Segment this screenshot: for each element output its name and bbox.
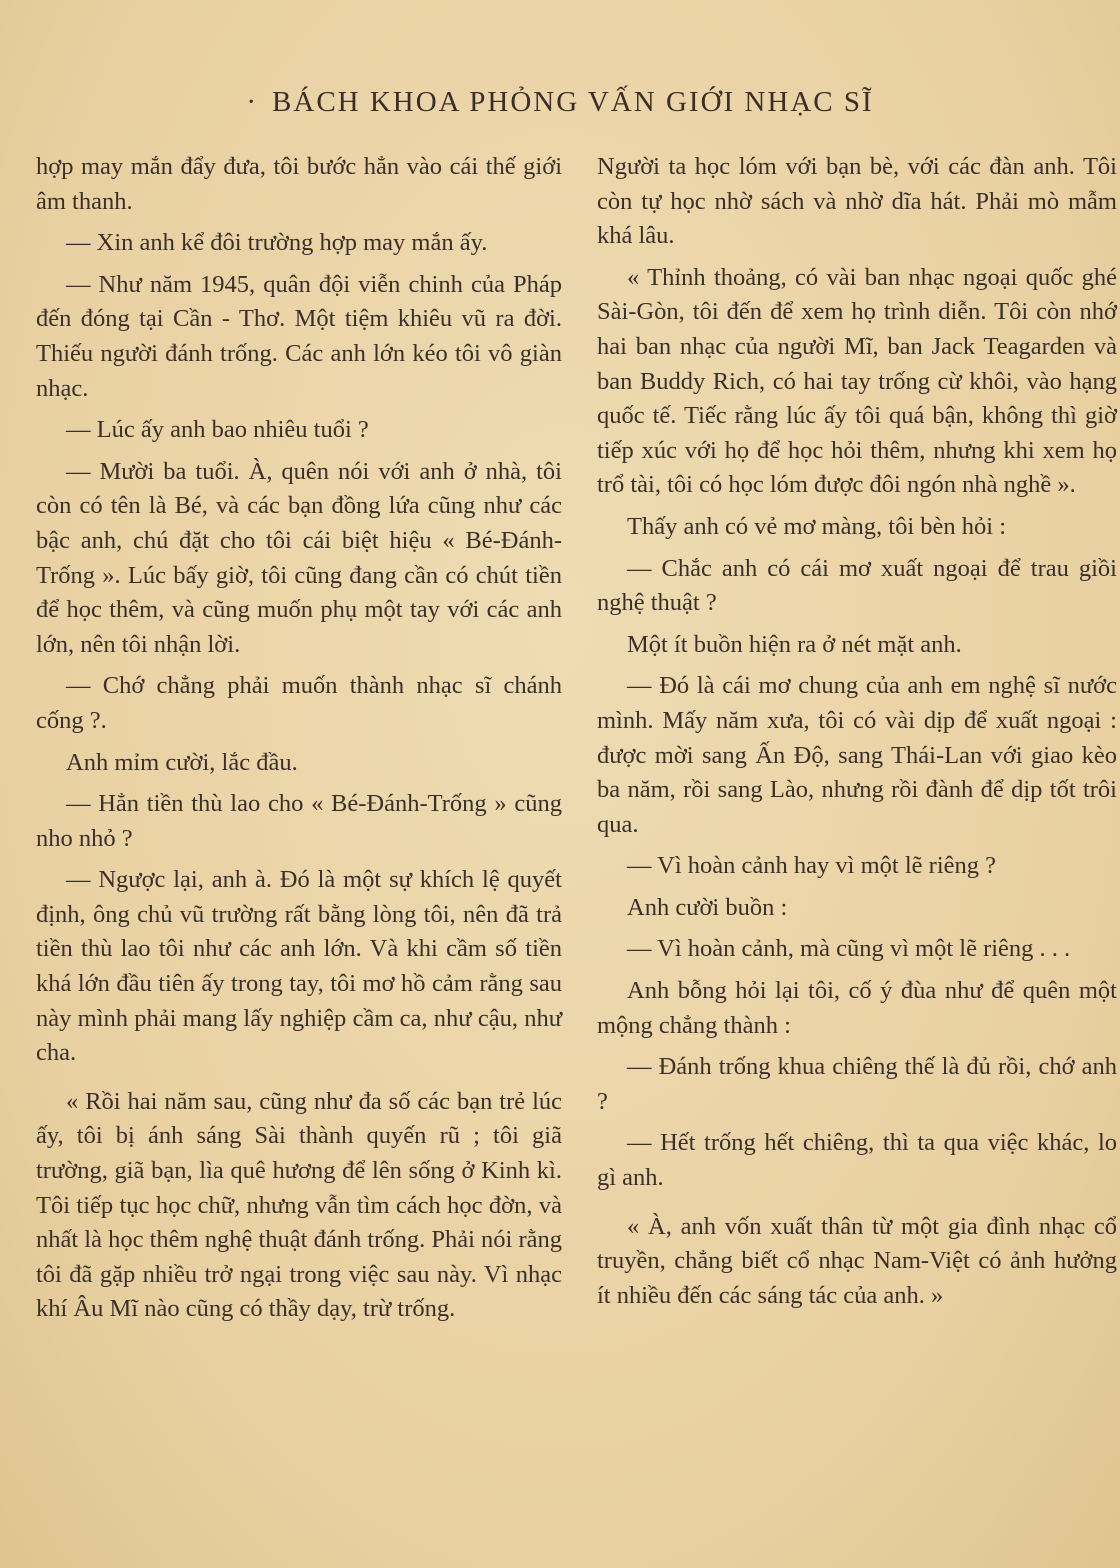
paragraph: — Lúc ấy anh bao nhiêu tuổi ? [66, 416, 369, 444]
left-column [36, 150, 562, 1334]
header-dot: · [246, 86, 259, 118]
paragraph: Một ít buồn hiện ra ở nét mặt anh. [627, 630, 962, 658]
paragraph: — Vì hoàn cảnh, mà cũng vì một lẽ riêng . . . [627, 935, 1071, 963]
paragraph: — Đánh trống khua chiêng thế là đủ rồi, chớ anh ? [597, 1053, 1117, 1115]
page-header [0, 86, 1120, 119]
paragraph: — Ngược lại, anh à. Đó là một sự khích lệ quyết định, ông chủ vũ trường rất bằng lòng tôi, nên đã trả tiền thù lao tôi như các anh lớn. Và khi cầm số tiền khá lớn đầu tiên ấy trong tay, tôi mơ hồ cảm rằng sau này mình phải mang lấy nghiệp cầm ca, như cậu, như cha. [36, 866, 562, 1067]
paragraph: Người ta học lóm với bạn bè, với các đàn anh. Tôi còn tự học nhờ sách và nhờ dĩa hát. Phải mò mẫm khá lâu. [597, 153, 1117, 250]
paragraph: Thấy anh có vẻ mơ màng, tôi bèn hỏi : [627, 512, 1007, 540]
paragraph: — Đó là cái mơ chung của anh em nghệ sĩ nước mình. Mấy năm xưa, tôi có vài dịp để xuất ngoại : được mời sang Ấn Độ, sang Thái-Lan với giao kèo ba năm, rồi sang Lào, nhưng rồi đành để dịp tốt trôi qua. [597, 672, 1117, 838]
paragraph: — Hết trống hết chiêng, thì ta qua việc khác, lo gì anh. [597, 1129, 1117, 1192]
paragraph: Anh bỗng hỏi lại tôi, cố ý đùa như để quên một mộng chẳng thành : [597, 977, 1117, 1039]
paragraph: « Rồi hai năm sau, cũng như đa số các bạn trẻ lúc ấy, tôi bị ánh sáng Sài thành quyến rũ ; tôi giã trường, giã bạn, lìa quê hương để lên sống ở Kinh kì. Tôi tiếp tục học chữ, nhưng vẫn tìm cách học đờn, và nhất là học thêm nghệ thuật đánh trống. Phải nói rằng tôi đã gặp nhiều trở ngại trong việc sau này. Vì nhạc khí Âu Mĩ nào cũng có thầy dạy, trừ trống. [36, 1087, 562, 1323]
paragraph: — Xin anh kể đôi trường hợp may mắn ấy. [66, 229, 488, 257]
paragraph: « Thỉnh thoảng, có vài ban nhạc ngoại quốc ghé Sài-Gòn, tôi đến để xem họ trình diễn. Tôi còn nhớ hai ban nhạc của người Mĩ, ban Jack Teagarden và ban Buddy Rich, có hai tay trống cừ khôi, vào hạng quốc tế. Tiếc rằng lúc ấy tôi quá bận, không thì giờ tiếp xúc với họ để học hỏi thêm, nhưng khi xem họ trổ tài, tôi có học lóm được đôi ngón nhà nghề ». [597, 263, 1117, 499]
right-column [597, 150, 1117, 1320]
paragraph: — Hẳn tiền thù lao cho « Bé-Đánh-Trống » cũng nho nhỏ ? [36, 790, 562, 852]
paragraph: hợp may mắn đẩy đưa, tôi bước hẳn vào cái thế giới âm thanh. [36, 153, 562, 215]
paragraph: — Chớ chẳng phải muốn thành nhạc sĩ chánh cống ?. [36, 672, 562, 734]
header-title: BÁCH KHOA PHỎNG VẤN GIỚI NHẠC SĨ [272, 86, 874, 118]
paragraph: — Vì hoàn cảnh hay vì một lẽ riêng ? [627, 852, 996, 880]
paragraph: « À, anh vốn xuất thân từ một gia đình nhạc cổ truyền, chẳng biết cổ nhạc Nam-Việt có ảnh hưởng ít nhiều đến các sáng tác của anh. » [597, 1212, 1117, 1309]
paragraph: Anh mỉm cười, lắc đầu. [66, 748, 298, 776]
paragraph: Anh cười buồn : [627, 893, 788, 921]
paragraph: — Như năm 1945, quân đội viễn chinh của Pháp đến đóng tại Cần - Thơ. Một tiệm khiêu vũ ra đời. Thiếu người đánh trống. Các anh lớn kéo tôi vô giàn nhạc. [36, 270, 562, 402]
paragraph: — Mười ba tuổi. À, quên nói với anh ở nhà, tôi còn có tên là Bé, và các bạn đồng lứa cũng như các bậc anh, chú đặt cho tôi cái biệt hiệu « Bé-Đánh-Trống ». Lúc bấy giờ, tôi cũng đang cần có chút tiền để học thêm, và cũng muốn phụ một tay với các anh lớn, nên tôi nhận lời. [36, 457, 562, 658]
paragraph: — Chắc anh có cái mơ xuất ngoại để trau giồi nghệ thuật ? [597, 554, 1117, 617]
